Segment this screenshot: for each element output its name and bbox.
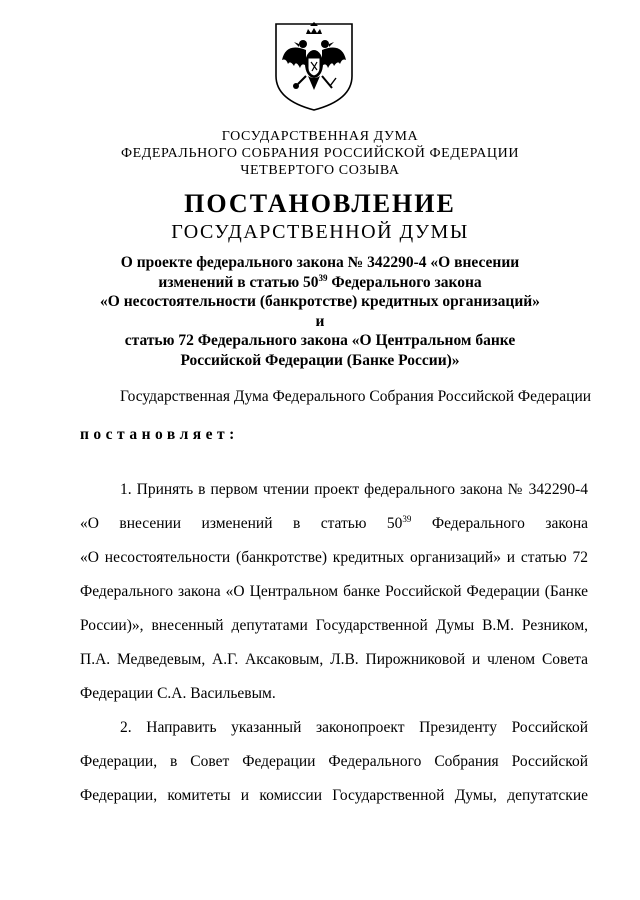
paragraph-2-line: Федерации, комитеты и комиссии Государственной Думы, депутатские: [80, 787, 588, 804]
subject-line: статью 72 Федерального закона «О Центральном банке: [124, 332, 516, 349]
paragraph-1-line: России)», внесенный депутатами Государственной Думы В.М. Резником,: [80, 617, 588, 634]
paragraph-1-line: Федерации С.А. Васильевым.: [80, 685, 276, 702]
superscript-index: 39: [318, 272, 328, 283]
resolves-word: постановляет:: [80, 426, 239, 443]
paragraph-1-line: Федерального закона «О Центральном банке Российской Федерации (Банке: [80, 583, 588, 600]
paragraph-1-line: 1. Принять в первом чтении проект федерального закона № 342290-4: [120, 481, 588, 498]
org-name-line-1: ГОСУДАРСТВЕННАЯ ДУМА: [221, 129, 419, 144]
subject-line: О проекте федерального закона № 342290-4 «О внесении: [120, 254, 520, 271]
preamble: Государственная Дума Федерального Собрания Российской Федерации: [120, 388, 592, 405]
resolution-subject: [100, 253, 540, 370]
document-type-title: ПОСТАНОВЛЕНИЕ: [184, 189, 456, 218]
paragraph-2-line: Федерации, в Совет Федерации Федерального Собрания Российской: [80, 753, 588, 770]
subject-line: Российской Федерации (Банке России)»: [180, 351, 460, 369]
paragraph-1-line: П.А. Медведевым, А.Г. Аксаковым, Л.В. Пирожниковой и членом Совета: [80, 651, 588, 668]
subject-line: изменений в статью $50^{39}$ Федерального закона: [158, 272, 482, 291]
coat-of-arms-emblem: [272, 20, 356, 112]
subject-line: «О несостоятельности (банкротстве) кредитных организаций» и: [100, 293, 540, 330]
paragraph-1-line: «О несостоятельности (банкротстве) кредитных организаций» и статью 72: [80, 549, 588, 566]
org-name-line-2: ФЕДЕРАЛЬНОГО СОБРАНИЯ РОССИЙСКОЙ ФЕДЕРАЦИИ: [120, 146, 520, 161]
document-issuer-subtitle: ГОСУДАРСТВЕННОЙ ДУМЫ: [171, 221, 469, 243]
superscript-index: 39: [402, 513, 412, 524]
paragraph-2-line: 2. Направить указанный законопроект Президенту Российской: [120, 719, 588, 736]
paragraph-1-line: «О внесении изменений в статью $50^{39}$ Федерального закона: [80, 513, 588, 532]
convocation-line: ЧЕТВЕРТОГО СОЗЫВА: [240, 163, 400, 178]
